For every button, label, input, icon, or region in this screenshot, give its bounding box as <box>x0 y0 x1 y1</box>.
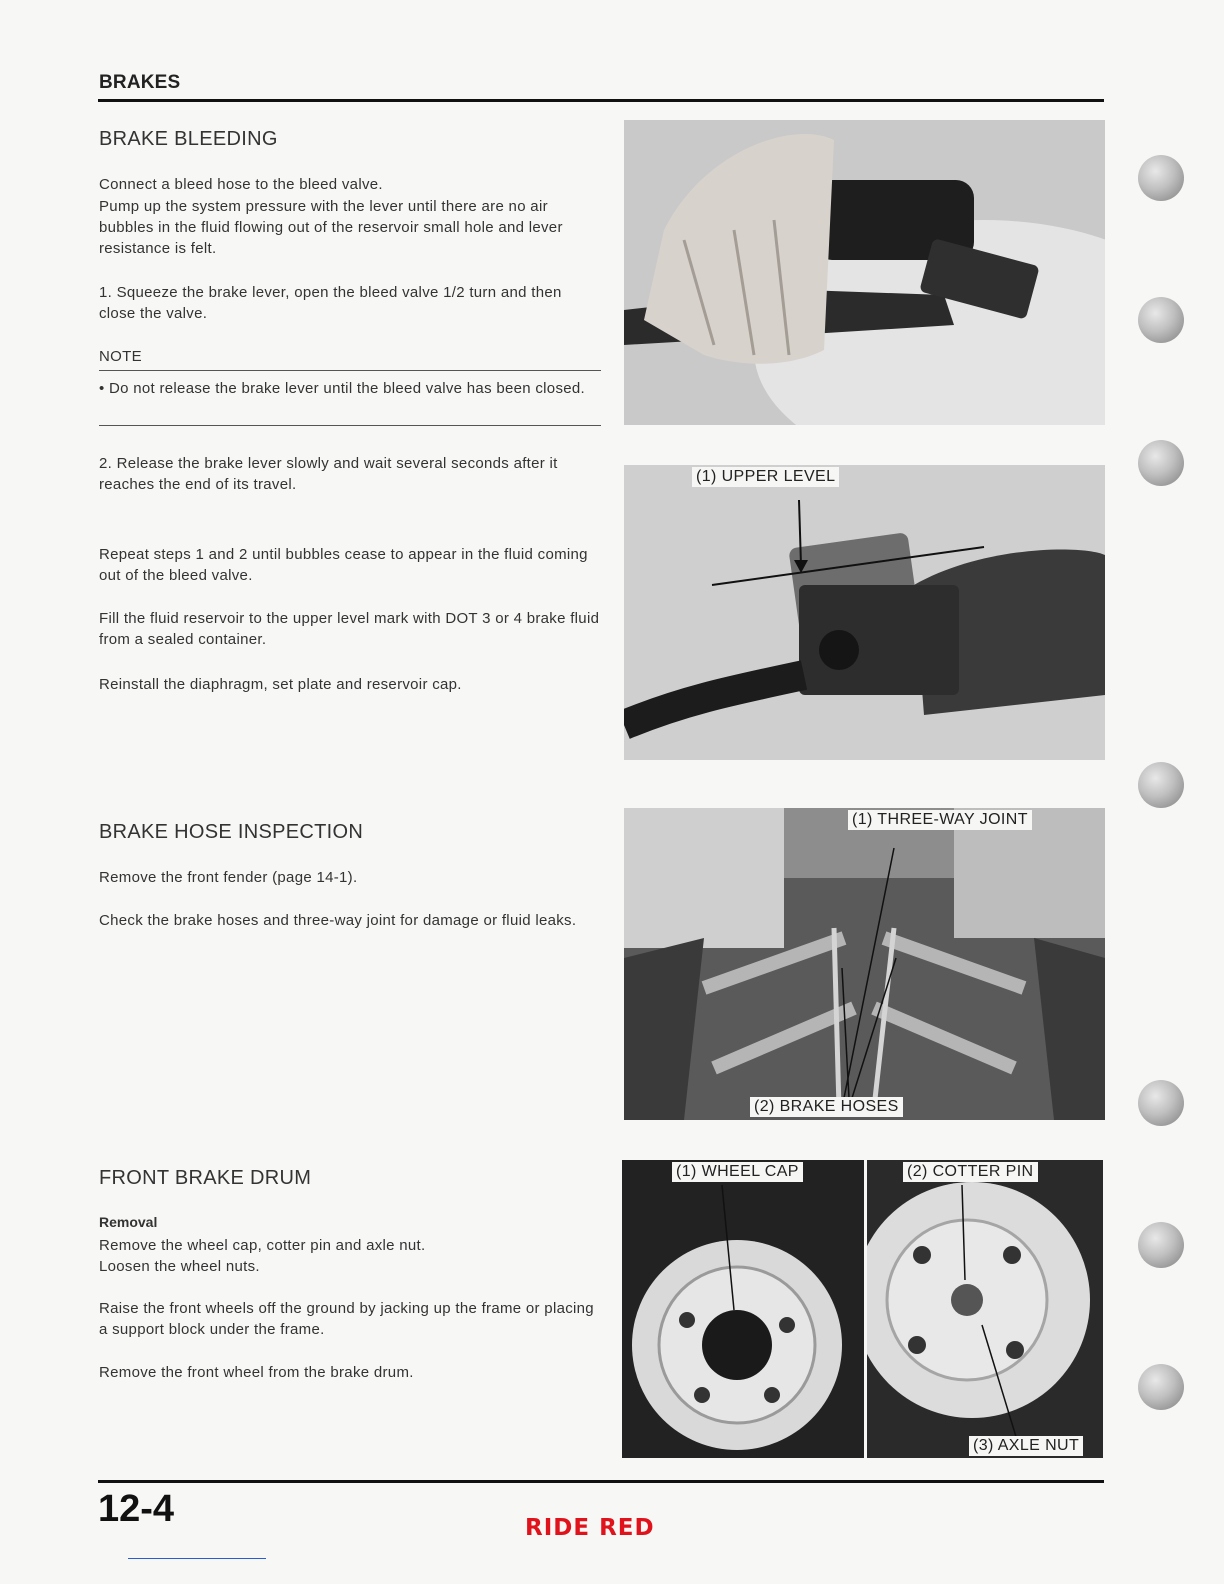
callout-axle-nut: (3) AXLE NUT <box>969 1436 1083 1456</box>
front-brake-drum-heading: FRONT BRAKE DRUM <box>99 1167 312 1189</box>
link-underline[interactable] <box>128 1558 266 1559</box>
callout-three-way-joint: (1) THREE-WAY JOINT <box>848 810 1032 830</box>
header-rule <box>98 99 1104 102</box>
drum-text-3: Remove the front wheel from the brake drum. <box>99 1364 414 1381</box>
drum-text-2: Raise the front wheels off the ground by jacking up the frame or placing a support block under the frame. <box>99 1300 594 1338</box>
brand-logo: RIDE RED <box>525 1515 655 1541</box>
wheel-cap-photo <box>622 1160 864 1458</box>
bleeding-repeat-text: Repeat steps 1 and 2 until bubbles cease to appear in the fluid coming out of the bleed valve. <box>99 546 588 584</box>
binder-hole <box>1138 1364 1184 1410</box>
brake-hoses-photo <box>624 808 1105 1120</box>
callout-upper-level: (1) UPPER LEVEL <box>692 467 839 487</box>
hose-text-1: Remove the front fender (page 14-1). <box>99 869 358 886</box>
section-label: BRAKES <box>99 72 181 93</box>
binder-hole <box>1138 762 1184 808</box>
bleeding-intro-1: Connect a bleed hose to the bleed valve. <box>99 176 383 193</box>
brake-bleeding-heading: BRAKE BLEEDING <box>99 128 278 150</box>
reservoir-photo <box>624 465 1105 760</box>
bleeding-reinstall-text: Reinstall the diaphragm, set plate and reservoir cap. <box>99 676 462 693</box>
page-number: 12-4 <box>98 1488 175 1530</box>
brake-hose-heading: BRAKE HOSE INSPECTION <box>99 821 364 843</box>
note-bottom-rule <box>99 425 601 426</box>
callout-brake-hoses: (2) BRAKE HOSES <box>750 1097 903 1117</box>
binder-hole <box>1138 440 1184 486</box>
bleeding-step-2: 2. Release the brake lever slowly and wait several seconds after it reaches the end of its travel. <box>99 455 558 493</box>
bleeding-intro-2: Pump up the system pressure with the lever until there are no air bubbles in the fluid flowing out of the reservoir small hole and lever resistance is felt. <box>99 198 563 257</box>
callout-cotter-pin: (2) COTTER PIN <box>903 1162 1038 1182</box>
brake-lever-photo <box>624 120 1105 425</box>
note-top-rule <box>99 370 601 371</box>
binder-hole <box>1138 1222 1184 1268</box>
note-text: • Do not release the brake lever until the bleed valve has been closed. <box>99 380 586 397</box>
footer-rule <box>98 1480 1104 1483</box>
removal-subheading: Removal <box>99 1214 158 1230</box>
note-label: NOTE <box>99 348 142 365</box>
bleeding-fill-text: Fill the fluid reservoir to the upper level mark with DOT 3 or 4 brake fluid from a sealed container. <box>99 610 600 648</box>
drum-text-1b: Loosen the wheel nuts. <box>99 1258 260 1275</box>
bleeding-step-1: 1. Squeeze the brake lever, open the bleed valve 1/2 turn and then close the valve. <box>99 284 562 322</box>
binder-hole <box>1138 155 1184 201</box>
binder-hole <box>1138 1080 1184 1126</box>
binder-hole <box>1138 297 1184 343</box>
cotter-pin-photo <box>867 1160 1103 1458</box>
drum-text-1a: Remove the wheel cap, cotter pin and axle nut. <box>99 1237 426 1254</box>
callout-wheel-cap: (1) WHEEL CAP <box>672 1162 803 1182</box>
hose-text-2: Check the brake hoses and three-way joint for damage or fluid leaks. <box>99 912 577 929</box>
